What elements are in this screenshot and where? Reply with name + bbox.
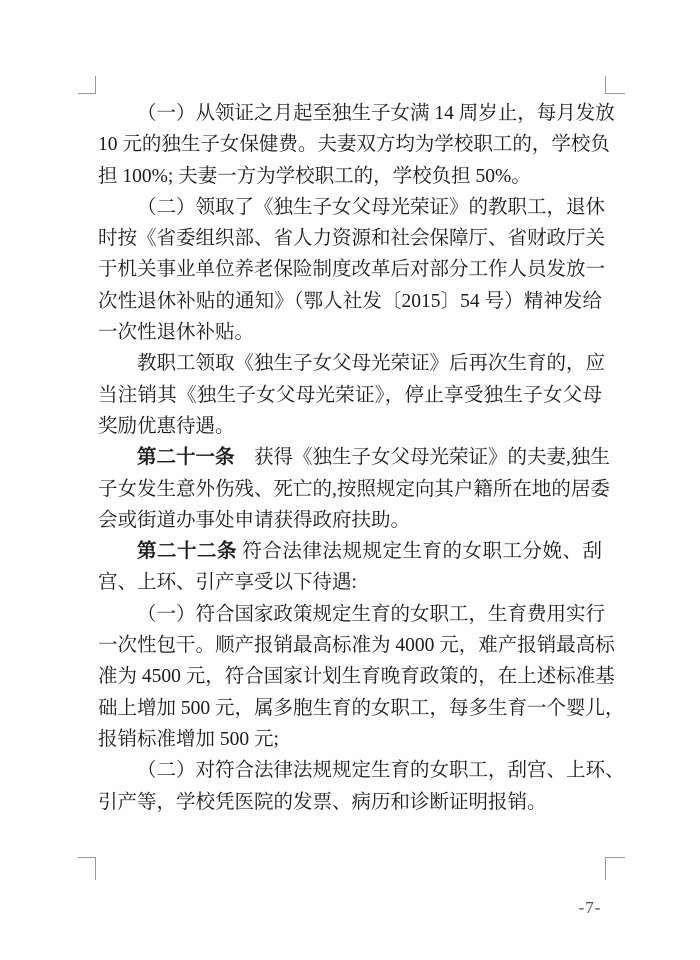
- text-line: [98, 223, 606, 254]
- crop-mark-bottom-left: [78, 857, 96, 880]
- text-line: [98, 661, 615, 692]
- text-line: [98, 286, 602, 317]
- crop-mark-top-left: [78, 76, 96, 94]
- text-segment: 一次性包干。顺产报销最高标准为 4000 元，难产报销最高标: [98, 635, 615, 657]
- text-line: [98, 129, 610, 160]
- text-line: [98, 442, 610, 473]
- text-segment: 奖励优惠待遇。: [98, 415, 235, 437]
- text-segment: 获得《独生子女父母光荣证》的夫妻,独生: [234, 447, 610, 469]
- text-line: [98, 254, 606, 285]
- text-line: [98, 161, 602, 192]
- text-segment: 宫、上环、引产享受以下待遇:: [98, 572, 357, 594]
- text-segment: 报销标准增加 500 元;: [98, 728, 279, 750]
- text-segment: 次性退休补贴的通知》（鄂人社发〔2015〕54 号）精神发给: [98, 290, 602, 312]
- text-segment: 教职工领取《独生子女父母光荣证》后再次生育的，应: [137, 353, 606, 375]
- text-line: [98, 317, 602, 348]
- text-line: [98, 192, 606, 223]
- document-text: [98, 98, 625, 818]
- text-segment: 子女发生意外伤残、死亡的,按照规定向其户籍所在地的居委: [98, 478, 610, 500]
- text-line: [98, 599, 606, 630]
- text-segment: （一）符合国家政策规定生育的女职工，生育费用实行: [137, 603, 606, 625]
- text-line: [98, 724, 602, 755]
- crop-mark-top-right: [605, 76, 625, 94]
- text-segment: 准为 4500 元，符合国家计划生育晚育政策的，在上述标准基: [98, 666, 615, 688]
- text-segment: 会或街道办事处申请获得政府扶助。: [98, 509, 411, 531]
- text-line: [98, 693, 625, 724]
- text-line: [98, 787, 602, 818]
- text-segment: 时按《省委组织部、省人力资源和社会保障厅、省财政厅关: [98, 228, 606, 250]
- text-line: [98, 348, 606, 379]
- text-segment: 于机关事业单位养老保险制度改革后对部分工作人员发放一: [98, 259, 606, 281]
- text-segment: 引产等，学校凭医院的发票、病历和诊断证明报销。: [98, 791, 547, 813]
- article-heading-segment: 第二十一条: [137, 447, 235, 469]
- text-line: [98, 411, 602, 442]
- page-number: -7-: [578, 898, 602, 917]
- article-heading-segment: 第二十二条: [137, 541, 238, 563]
- text-segment: 担 100%; 夫妻一方为学校职工的，学校负担 50%。: [98, 165, 531, 187]
- text-line: [98, 98, 615, 129]
- text-segment: （二）对符合法律法规规定生育的女职工，刮宫、上环、: [137, 760, 625, 782]
- text-line: [98, 474, 610, 505]
- crop-mark-bottom-right: [605, 857, 625, 880]
- text-line: [98, 567, 602, 598]
- text-segment: （一）从领证之月起至独生子女满 14 周岁止，每月发放: [137, 103, 615, 124]
- text-segment: 一次性退休补贴。: [98, 322, 255, 344]
- text-line: [98, 505, 602, 536]
- text-segment: 符合法律法规规定生育的女职工分娩、刮: [237, 541, 602, 563]
- text-segment: 当注销其《独生子女父母光荣证》，停止享受独生子女父母: [98, 384, 602, 406]
- text-line: [98, 380, 602, 411]
- text-segment: 10 元的独生子女保健费。夫妻双方均为学校职工的，学校负: [98, 134, 610, 156]
- text-segment: 础上增加 500 元，属多胞生育的女职工，每多生育一个婴儿，: [98, 697, 625, 719]
- text-line: [98, 630, 615, 661]
- text-segment: （二）领取了《独生子女父母光荣证》的教职工，退休: [137, 196, 606, 218]
- text-line: [98, 755, 625, 786]
- text-line: [98, 536, 602, 567]
